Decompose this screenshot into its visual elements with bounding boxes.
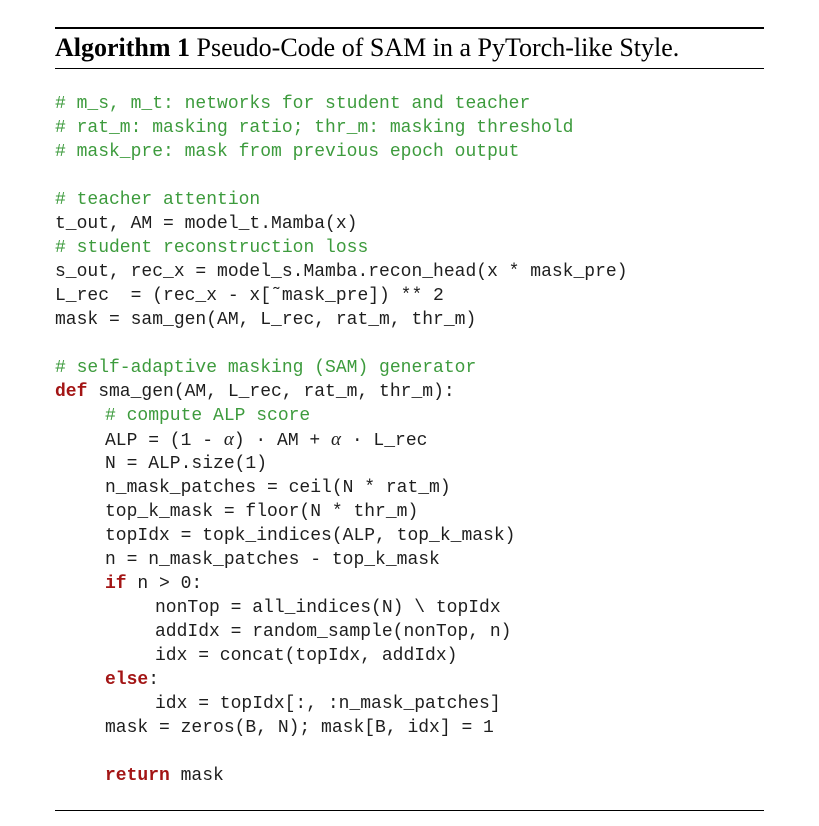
alpha-symbol: α bbox=[331, 429, 342, 450]
code-line bbox=[155, 692, 501, 716]
code-line bbox=[105, 572, 202, 596]
code-text: N = ALP.size(1) bbox=[105, 454, 268, 474]
algorithm-label: Algorithm 1 bbox=[55, 33, 191, 62]
keyword-else: else bbox=[105, 670, 149, 690]
code-text: sma_gen(AM, L_rec, rat_m, thr_m): bbox=[87, 382, 455, 402]
code-text: # compute ALP score bbox=[105, 406, 311, 426]
code-comment-line bbox=[105, 404, 310, 428]
code-text: topIdx = topk_indices(ALP, top_k_mask) bbox=[105, 526, 516, 546]
code-text: # student reconstruction loss bbox=[55, 238, 369, 258]
algorithm-title: Pseudo-Code of SAM in a PyTorch-like Style. bbox=[196, 33, 680, 62]
code-text: s_out, rec_x = model_s.Mamba.recon_head(x * mask_pre) bbox=[55, 262, 628, 282]
code-text: L_rec = (rec_x - x[˜mask_pre]) ** 2 bbox=[55, 286, 444, 306]
code-line bbox=[55, 308, 476, 332]
code-comment-line bbox=[55, 92, 530, 116]
top-rule bbox=[55, 27, 764, 29]
code-text: # m_s, m_t: networks for student and teacher bbox=[55, 94, 531, 114]
code-text: addIdx = random_sample(nonTop, n) bbox=[155, 622, 512, 642]
code-text: t_out, AM = model_t.Mamba(x) bbox=[55, 214, 358, 234]
code-fragment: ALP = (1 - bbox=[105, 431, 224, 451]
code-text: # teacher attention bbox=[55, 190, 261, 210]
code-line bbox=[105, 764, 224, 788]
code-line bbox=[105, 548, 440, 572]
code-comment-line bbox=[55, 236, 368, 260]
code-text: # rat_m: masking ratio; thr_m: masking threshold bbox=[55, 118, 574, 138]
bottom-rule bbox=[55, 810, 764, 811]
caption-rule bbox=[55, 68, 764, 69]
code-text: mask bbox=[169, 766, 224, 786]
code-text: mask = zeros(B, N); mask[B, idx] = 1 bbox=[105, 718, 494, 738]
code-line bbox=[55, 284, 444, 308]
code-line bbox=[105, 452, 267, 476]
code-line bbox=[155, 620, 511, 644]
code-text: n_mask_patches = ceil(N * rat_m) bbox=[105, 478, 451, 498]
code-line bbox=[105, 476, 451, 500]
code-text: idx = concat(topIdx, addIdx) bbox=[155, 646, 458, 666]
code-line bbox=[55, 212, 357, 236]
code-line bbox=[105, 524, 515, 548]
alpha-symbol: α bbox=[223, 429, 234, 450]
code-text: top_k_mask = floor(N * thr_m) bbox=[105, 502, 419, 522]
code-text: nonTop = all_indices(N) \ topIdx bbox=[155, 598, 501, 618]
code-text: # self-adaptive masking (SAM) generator bbox=[55, 358, 477, 378]
code-line bbox=[105, 668, 159, 692]
code-fragment: ) · AM + bbox=[233, 431, 332, 451]
keyword-def: def bbox=[55, 382, 88, 402]
code-text: n = n_mask_patches - top_k_mask bbox=[105, 550, 440, 570]
code-text: # mask_pre: mask from previous epoch output bbox=[55, 142, 520, 162]
code-text: idx = topIdx[:, :n_mask_patches] bbox=[155, 694, 501, 714]
code-comment-line bbox=[55, 140, 519, 164]
code-line bbox=[155, 644, 457, 668]
algorithm-caption bbox=[55, 31, 775, 65]
code-line bbox=[55, 260, 628, 284]
keyword-if: if bbox=[105, 574, 127, 594]
code-line bbox=[55, 380, 455, 404]
code-line bbox=[155, 596, 501, 620]
code-line bbox=[105, 428, 427, 452]
code-line bbox=[105, 500, 418, 524]
code-comment-line bbox=[55, 356, 476, 380]
code-comment-line bbox=[55, 116, 573, 140]
code-text: : bbox=[148, 670, 160, 690]
code-text: n > 0: bbox=[126, 574, 203, 594]
code-line bbox=[105, 716, 494, 740]
code-comment-line bbox=[55, 188, 260, 212]
code-text: mask = sam_gen(AM, L_rec, rat_m, thr_m) bbox=[55, 310, 477, 330]
keyword-return: return bbox=[105, 766, 170, 786]
code-fragment: · L_rec bbox=[341, 431, 428, 451]
